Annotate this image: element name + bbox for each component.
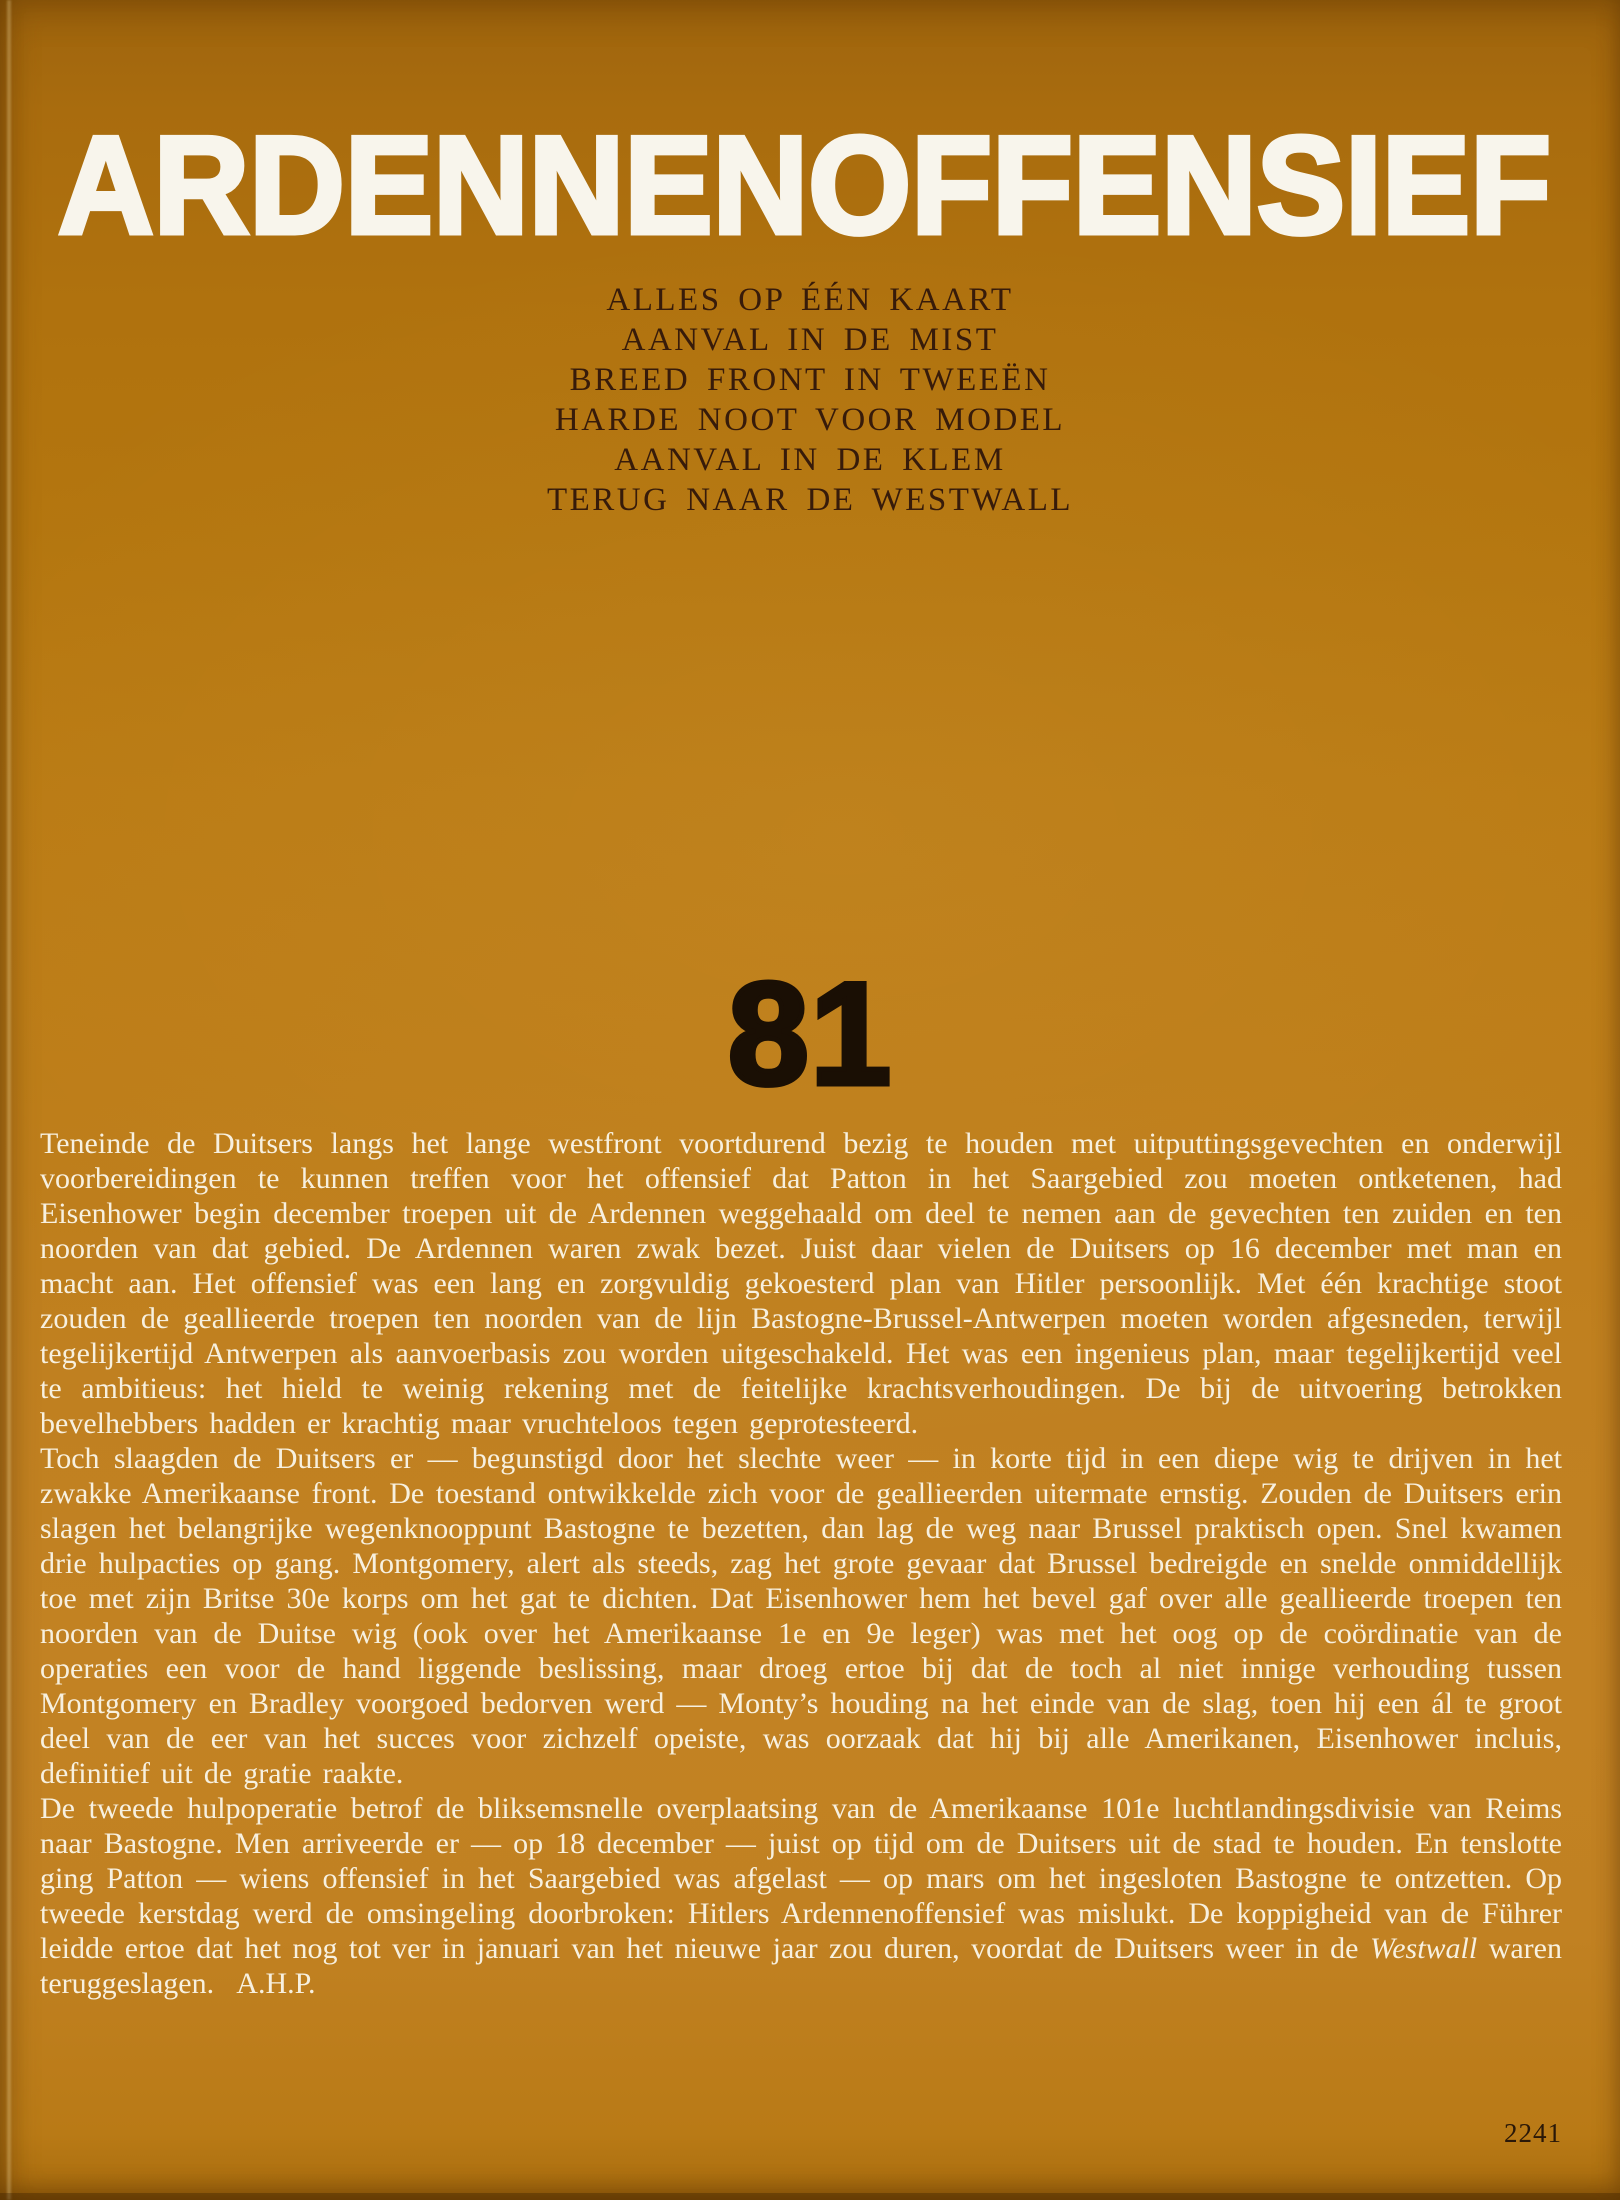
chapter-item: AANVAL IN DE MIST (621, 322, 999, 358)
page-title (58, 128, 1554, 246)
chapter-number: 81 (727, 952, 893, 1115)
body-text (40, 1126, 1562, 2001)
body-segment: Teneinde de Duitsers langs het lange westfront voortdurend bezig te houden met uitputtingsgevechten en onderwijl voorbereidingen te kunnen treffen voor het offensief dat Patton in het Saargebied zou moeten ontketenen, had Eisenhower begin december troepen uit de Ardennen weggehaald om deel te nemen aan de gevechten ten zuiden en ten noorden van dat gebied. De Ardennen waren zwak bezet. Juist daar vielen de Duitsers op 16 december met man en macht aan. Het offensief was een lang en zorgvuldig gekoesterd plan van Hitler persoonlijk. Met één krachtige stoot zouden de geallieerde troepen ten noorden van de lijn Bastogne-Brussel-Antwerpen moeten worden afgesneden, terwijl tegelijkertijd Antwerpen als aanvoerbasis zou worden uitgeschakeld. Het was een ingenieus plan, maar tegelijkertijd veel te ambitieus: het hield te weinig rekening met de feitelijke krachtsverhoudingen. De bij de uitvoering betrokken bevelhebbers hadden er krachtig maar vruchteloos tegen geprotesteerd. (40, 1127, 1562, 1440)
body-segment: De tweede hulpoperatie betrof de bliksemsnelle overplaatsing van de Amerikaanse 101e luchtlandingsdivisie van Reims naar Bastogne. Men arriveerde er — op 18 december — juist op tijd om de Duitsers uit de stad te houden. En tenslotte ging Patton — wiens offensief in het Saargebied was afgelast — op mars om het ingesloten Bastogne te ontzetten. Op tweede kerstdag werd de omsingeling doorbroken: Hitlers Ardennenoffensief was mislukt. De koppigheid van de Führer leidde ertoe dat het nog tot ver in januari van het nieuwe jaar zou duren, voordat de Duitsers weer in de (40, 1792, 1562, 1965)
body-segment-italic: Westwall (1369, 1932, 1478, 1965)
chapter-item: TERUG NAAR DE WESTWALL (546, 482, 1074, 518)
body-segment: waren teruggeslagen. A.H.P. (40, 1932, 1562, 2000)
body-segment: Toch slaagden de Duitsers er — begunstigd door het slechte weer — in korte tijd in een diepe wig te drijven in het zwakke Amerikaanse front. De toestand ontwikkelde zich voor de geallieerden uitermate ernstig. Zouden de Duitsers erin slagen het belangrijke wegenknooppunt Bastogne te bezetten, dan lag de weg naar Brussel praktisch open. Snel kwamen drie hulpacties op gang. Montgomery, alert als steeds, zag het grote gevaar dat Brussel bedreigde en snelde onmiddellijk toe met zijn Britse 30e korps om het gat te dichten. Dat Eisenhower hem het bevel gaf over alle geallieerde troepen ten noorden van de Duitse wig (ook over het Amerikaanse 1e en 9e leger) was met het oog op de coördinatie van de operaties een voor de hand liggende beslissing, maar droeg ertoe bij dat de toch al niet innige verhouding tussen Montgomery en Bradley voorgoed bedorven werd — Monty’s houding na het einde van de slag, toen hij een ál te groot deel van de eer van het succes voor zichzelf opeiste, was oorzaak dat hij bij alle Amerikanen, Eisenhower incluis, definitief uit de gratie raakte. (40, 1442, 1562, 1790)
body-paragraph (40, 1441, 1562, 1791)
chapter-item: HARDE NOOT VOOR MODEL (554, 402, 1066, 438)
chapter-item: AANVAL IN DE KLEM (614, 442, 1006, 478)
page-title-text: ARDENNENOFFENSIEF (58, 128, 1551, 246)
chapter-list (0, 280, 1620, 520)
chapter-item: BREED FRONT IN TWEEËN (569, 362, 1051, 398)
body-paragraph (40, 1791, 1562, 2001)
page-number: 2241 (1504, 2118, 1562, 2148)
chapter-item: ALLES OP ÉÉN KAART (606, 282, 1014, 318)
body-paragraph (40, 1126, 1562, 1441)
